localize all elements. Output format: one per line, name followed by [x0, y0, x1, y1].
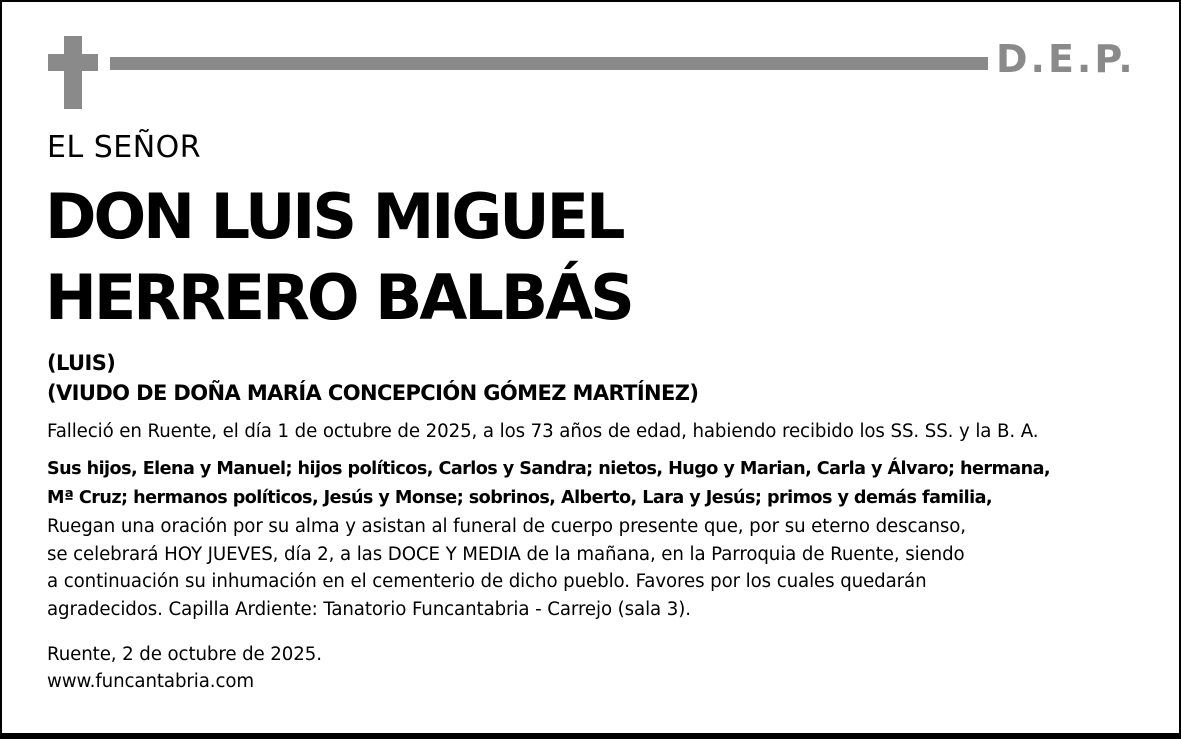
- dep-label: D.E.P.: [996, 37, 1136, 81]
- honorific: EL SEÑOR: [47, 130, 202, 165]
- funeral-details: [47, 513, 966, 623]
- header-rule: [110, 57, 988, 70]
- deceased-name-line1: DON LUIS MIGUEL: [45, 180, 623, 253]
- family-line: Sus hijos, Elena y Manuel; hijos políticos, Carlos y Sandra; nietos, Hugo y Marian, Carla y Álvaro; hermana,: [47, 459, 1051, 479]
- funeral-line: se celebrará HOY JUEVES, día 2, a las DOCE Y MEDIA de la mañana, en la Parroquia de Ruente, siendo: [47, 543, 965, 565]
- family-list: [47, 455, 1050, 513]
- funeral-line: Ruegan una oración por su alma y asistan al funeral de cuerpo presente que, por su eterno descanso,: [47, 516, 966, 537]
- widower-note: (VIUDO DE DOÑA MARÍA CONCEPCIÓN GÓMEZ MARTÍNEZ): [47, 381, 699, 405]
- website-link[interactable]: www.funcantabria.com: [47, 671, 254, 692]
- funeral-line: agradecidos. Capilla Ardiente: Tanatorio Funcantabria - Carrejo (sala 3).: [47, 598, 691, 620]
- dateline: Ruente, 2 de octubre de 2025.: [47, 644, 322, 665]
- cross-horizontal-bar: [48, 54, 98, 71]
- deceased-name-line2: HERRERO BALBÁS: [45, 261, 632, 334]
- death-notice: Falleció en Ruente, el día 1 de octubre de 2025, a los 73 años de edad, habiendo recibido los SS. SS. y la B. A.: [47, 421, 1039, 442]
- family-line: Mª Cruz; hermanos políticos, Jesús y Monse; sobrinos, Alberto, Lara y Jesús; primos y demás familia,: [47, 488, 993, 508]
- nickname: (LUIS): [47, 351, 116, 375]
- funeral-line: a continuación su inhumación en el cementerio de dicho pueblo. Favores por los cuales quedarán: [47, 571, 927, 592]
- cross-vertical-bar: [64, 36, 82, 109]
